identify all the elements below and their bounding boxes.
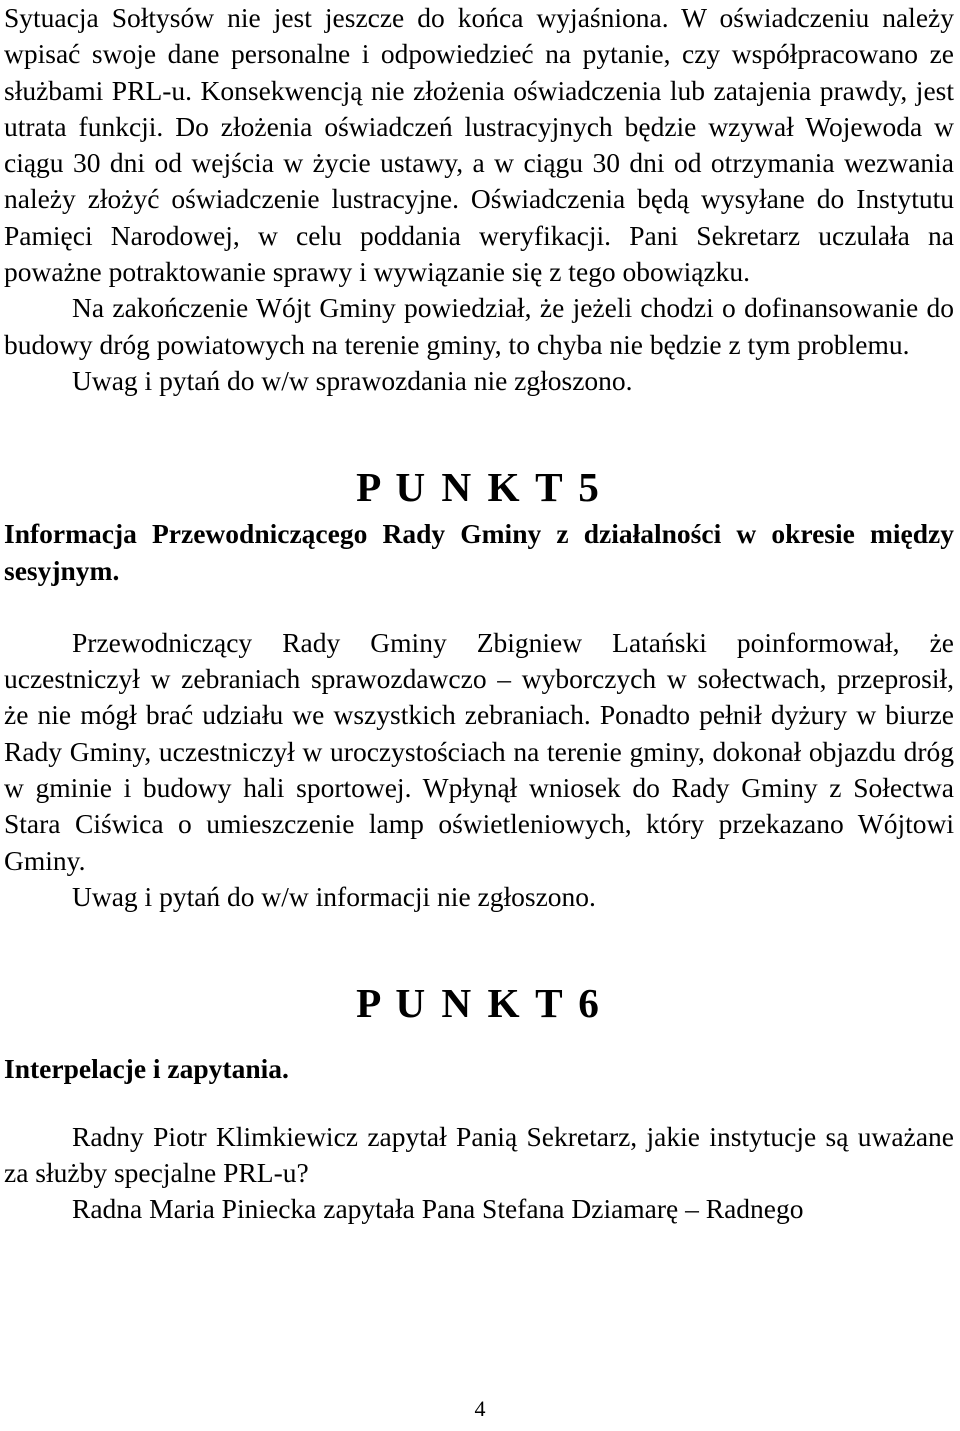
page-number: 4 xyxy=(474,1396,486,1421)
punkt-5-title: Informacja Przewodniczącego Rady Gminy z działalności w okresie między sesyjnym. xyxy=(4,518,954,586)
paragraph-no-remarks-info: Uwag i pytań do w/w informacji nie zgłoszono. xyxy=(72,880,596,912)
paragraph-chairman-info: Przewodniczący Rady Gminy Zbigniew Latański poinformował, że uczestniczył w zebraniach sprawozdawczo – wyborczych w sołectwach, przeprosił, że nie mógł brać udziału we wszystkich zebraniach. Ponadto pełnił dyżury w biurze Rady Gminy, uczestniczył w uroczystościach na terenie gminy, dokonał objazdu dróg w gminie i budowy hali sportowej. Wpłynął wniosek do Rady Gminy z Sołectwa Stara Ciświca o umieszczenie lamp oświetleniowych, który przekazano Wójtowi Gminy. xyxy=(4,626,954,876)
paragraph-no-remarks-report: Uwag i pytań do w/w sprawozdania nie zgłoszono. xyxy=(72,364,633,396)
paragraph-klimkiewicz-question: Radny Piotr Klimkiewicz zapytał Panią Sekretarz, jakie instytucje są uważane za służby specjalne PRL-u? xyxy=(4,1120,954,1188)
paragraph-lustration: Sytuacja Sołtysów nie jest jeszcze do końca wyjaśniona. W oświadczeniu należy wpisać swoje dane personalne i odpowiedzieć na pytanie, czy współpracowano ze służbami PRL-u. Konsekwencją nie złożenia oświadczenia lub zatajenia prawdy, jest utrata funkcji. Do złożenia oświadczeń lustracyjnych będzie wzywał Wojewoda w ciągu 30 dni od wejścia w życie ustawy, a w ciągu 30 dni od otrzymania wezwania należy złożyć oświadczenie lustracyjne. Oświadczenia będą wysyłane do Instytutu Pamięci Narodowej, w celu poddania weryfikacji. Pani Sekretarz uczulała na poważne potraktowanie sprawy i wywiązanie się z tego obowiązku. xyxy=(4,2,954,288)
punkt-6-heading: P U N K T 6 xyxy=(356,980,602,1027)
punkt-6-title: Interpelacje i zapytania. xyxy=(4,1053,289,1085)
punkt-5-heading: P U N K T 5 xyxy=(356,464,602,511)
paragraph-road-funding: Na zakończenie Wójt Gminy powiedział, że jeżeli chodzi o dofinansowanie do budowy dróg powiatowych na terenie gminy, to chyba nie będzie z tym problemu. xyxy=(4,292,954,360)
paragraph-piniecka-question: Radna Maria Piniecka zapytała Pana Stefana Dziamarę – Radnego xyxy=(72,1193,804,1225)
document-page xyxy=(4,0,954,1227)
